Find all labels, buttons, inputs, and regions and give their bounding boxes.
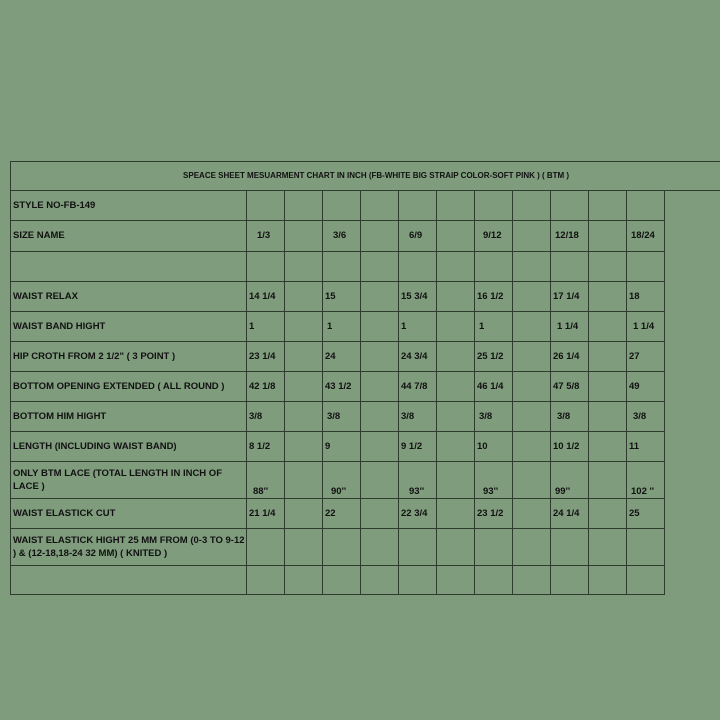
empty-cell <box>513 372 551 402</box>
row-label: WAIST RELAX <box>11 282 247 312</box>
empty-cell <box>627 252 665 282</box>
empty-cell <box>437 372 475 402</box>
chart-title: SPEACE SHEET MESUARMENT CHART IN INCH (FB-WHITE BIG STRAIP COLOR-SOFT PINK ) ( BTM ) <box>11 162 720 191</box>
empty-cell <box>437 566 475 595</box>
empty-cell <box>399 252 437 282</box>
empty-cell <box>437 282 475 312</box>
measurement-value: 1 1/4 <box>551 312 589 342</box>
empty-cell <box>285 462 323 499</box>
empty-cell <box>513 191 551 221</box>
empty-cell <box>361 312 399 342</box>
empty-cell <box>11 566 247 595</box>
table-row <box>11 529 720 566</box>
measurement-value: 3/8 <box>399 402 437 432</box>
measurement-value: 46 1/4 <box>475 372 513 402</box>
empty-cell <box>285 312 323 342</box>
empty-cell <box>437 529 475 566</box>
empty-cell <box>437 402 475 432</box>
empty-cell <box>437 221 475 252</box>
size-header: 3/6 <box>323 221 361 252</box>
empty-cell <box>361 342 399 372</box>
empty-cell <box>513 566 551 595</box>
measurement-value: 9 1/2 <box>399 432 437 462</box>
empty-cell <box>285 402 323 432</box>
empty-cell <box>437 312 475 342</box>
empty-cell <box>475 191 513 221</box>
empty-cell <box>513 402 551 432</box>
empty-cell <box>437 252 475 282</box>
empty-cell <box>285 432 323 462</box>
empty-cell <box>361 191 399 221</box>
empty-cell <box>285 372 323 402</box>
size-name-label: SIZE NAME <box>11 221 247 252</box>
measurement-value: 43 1/2 <box>323 372 361 402</box>
measurement-value: 24 3/4 <box>399 342 437 372</box>
measurement-value: 14 1/4 <box>247 282 285 312</box>
empty-cell <box>513 529 551 566</box>
measurement-value: 3/8 <box>475 402 513 432</box>
table-row <box>11 221 720 252</box>
table-row <box>11 402 720 432</box>
empty-cell <box>323 566 361 595</box>
empty-cell <box>361 221 399 252</box>
empty-cell <box>11 252 247 282</box>
empty-cell <box>323 252 361 282</box>
measurement-value: 3/8 <box>247 402 285 432</box>
table-row <box>11 462 720 499</box>
measurement-value <box>627 529 665 566</box>
table-row <box>11 282 720 312</box>
table-row <box>11 342 720 372</box>
measurement-value: 3/8 <box>323 402 361 432</box>
empty-cell <box>589 529 627 566</box>
table-row <box>11 312 720 342</box>
style-number: STYLE NO-FB-149 <box>11 191 247 221</box>
empty-cell <box>627 191 665 221</box>
empty-cell <box>589 282 627 312</box>
table-row <box>11 191 720 221</box>
empty-cell <box>437 462 475 499</box>
size-header: 18/24 <box>627 221 665 252</box>
measurement-value: 24 <box>323 342 361 372</box>
measurement-value: 1 <box>247 312 285 342</box>
table-row <box>11 566 720 595</box>
empty-cell <box>285 342 323 372</box>
measurement-value: 47 5/8 <box>551 372 589 402</box>
empty-cell <box>361 252 399 282</box>
measurement-value: 88'' <box>247 462 285 499</box>
row-label: WAIST BAND HIGHT <box>11 312 247 342</box>
measurement-value: 22 <box>323 499 361 529</box>
empty-cell <box>437 191 475 221</box>
measurement-value: 15 <box>323 282 361 312</box>
measurement-value <box>247 529 285 566</box>
empty-cell <box>589 191 627 221</box>
measurement-value: 3/8 <box>627 402 665 432</box>
empty-cell <box>323 191 361 221</box>
table-row <box>11 432 720 462</box>
empty-cell <box>589 342 627 372</box>
measurement-value <box>551 529 589 566</box>
empty-cell <box>437 342 475 372</box>
empty-cell <box>589 221 627 252</box>
empty-cell <box>285 566 323 595</box>
measurement-value: 10 1/2 <box>551 432 589 462</box>
empty-cell <box>513 342 551 372</box>
empty-cell <box>513 312 551 342</box>
measurement-value: 10 <box>475 432 513 462</box>
measurement-value: 23 1/4 <box>247 342 285 372</box>
measurement-value: 8 1/2 <box>247 432 285 462</box>
measurement-value: 1 <box>399 312 437 342</box>
table-row <box>11 252 720 282</box>
measurement-value: 25 1/2 <box>475 342 513 372</box>
empty-cell <box>513 499 551 529</box>
measurement-value: 26 1/4 <box>551 342 589 372</box>
measurement-value: 93'' <box>399 462 437 499</box>
empty-cell <box>361 402 399 432</box>
row-label: BOTTOM OPENING EXTENDED ( ALL ROUND ) <box>11 372 247 402</box>
empty-cell <box>627 566 665 595</box>
empty-cell <box>285 282 323 312</box>
table-row <box>11 372 720 402</box>
empty-cell <box>589 499 627 529</box>
empty-cell <box>285 529 323 566</box>
size-header: 1/3 <box>247 221 285 252</box>
measurement-value: 3/8 <box>551 402 589 432</box>
measurement-value: 15 3/4 <box>399 282 437 312</box>
measurement-value: 102 '' <box>627 462 665 499</box>
size-header: 6/9 <box>399 221 437 252</box>
measurement-value: 17 1/4 <box>551 282 589 312</box>
size-header: 12/18 <box>551 221 589 252</box>
size-header: 9/12 <box>475 221 513 252</box>
empty-cell <box>589 432 627 462</box>
measurement-value: 90'' <box>323 462 361 499</box>
empty-cell <box>589 402 627 432</box>
empty-cell <box>513 221 551 252</box>
empty-cell <box>513 282 551 312</box>
table-row <box>11 499 720 529</box>
measurement-value: 9 <box>323 432 361 462</box>
measurement-value: 99'' <box>551 462 589 499</box>
empty-cell <box>361 372 399 402</box>
empty-cell <box>589 566 627 595</box>
measurement-value: 44 7/8 <box>399 372 437 402</box>
measurement-value: 23 1/2 <box>475 499 513 529</box>
empty-cell <box>551 566 589 595</box>
empty-cell <box>285 499 323 529</box>
measurement-value: 1 <box>475 312 513 342</box>
measurement-value: 42 1/8 <box>247 372 285 402</box>
empty-cell <box>285 191 323 221</box>
empty-cell <box>513 462 551 499</box>
empty-cell <box>361 499 399 529</box>
measurement-chart-table <box>10 161 720 595</box>
measurement-value <box>323 529 361 566</box>
row-label: LENGTH (INCLUDING WAIST BAND) <box>11 432 247 462</box>
empty-cell <box>247 191 285 221</box>
row-label: WAIST ELASTICK HIGHT 25 MM FROM (0-3 TO 9-12 ) & (12-18,18-24 32 MM) ( KNITED ) <box>11 529 247 566</box>
measurement-value: 21 1/4 <box>247 499 285 529</box>
empty-cell <box>285 252 323 282</box>
empty-cell <box>513 252 551 282</box>
empty-cell <box>551 191 589 221</box>
empty-cell <box>399 191 437 221</box>
empty-cell <box>475 566 513 595</box>
measurement-value: 1 1/4 <box>627 312 665 342</box>
row-label: WAIST ELASTICK CUT <box>11 499 247 529</box>
measurement-value: 22 3/4 <box>399 499 437 529</box>
empty-cell <box>361 432 399 462</box>
measurement-value: 25 <box>627 499 665 529</box>
empty-cell <box>589 372 627 402</box>
measurement-value: 18 <box>627 282 665 312</box>
empty-cell <box>589 252 627 282</box>
measurement-value <box>475 529 513 566</box>
empty-cell <box>513 432 551 462</box>
measurement-value: 11 <box>627 432 665 462</box>
empty-cell <box>361 566 399 595</box>
empty-cell <box>589 312 627 342</box>
empty-cell <box>589 462 627 499</box>
empty-cell <box>475 252 513 282</box>
measurement-value: 49 <box>627 372 665 402</box>
empty-cell <box>361 282 399 312</box>
measurement-value: 16 1/2 <box>475 282 513 312</box>
measurement-value: 24 1/4 <box>551 499 589 529</box>
empty-cell <box>437 499 475 529</box>
empty-cell <box>361 529 399 566</box>
row-label: HIP CROTH FROM 2 1/2" ( 3 POINT ) <box>11 342 247 372</box>
empty-cell <box>247 252 285 282</box>
empty-cell <box>437 432 475 462</box>
empty-cell <box>361 462 399 499</box>
empty-cell <box>247 566 285 595</box>
measurement-value: 1 <box>323 312 361 342</box>
empty-cell <box>285 221 323 252</box>
measurement-value: 93'' <box>475 462 513 499</box>
row-label: BOTTOM HIM HIGHT <box>11 402 247 432</box>
row-label: ONLY BTM LACE (TOTAL LENGTH IN INCH OF LACE ) <box>11 462 247 499</box>
empty-cell <box>551 252 589 282</box>
measurement-value: 27 <box>627 342 665 372</box>
empty-cell <box>399 566 437 595</box>
measurement-value <box>399 529 437 566</box>
